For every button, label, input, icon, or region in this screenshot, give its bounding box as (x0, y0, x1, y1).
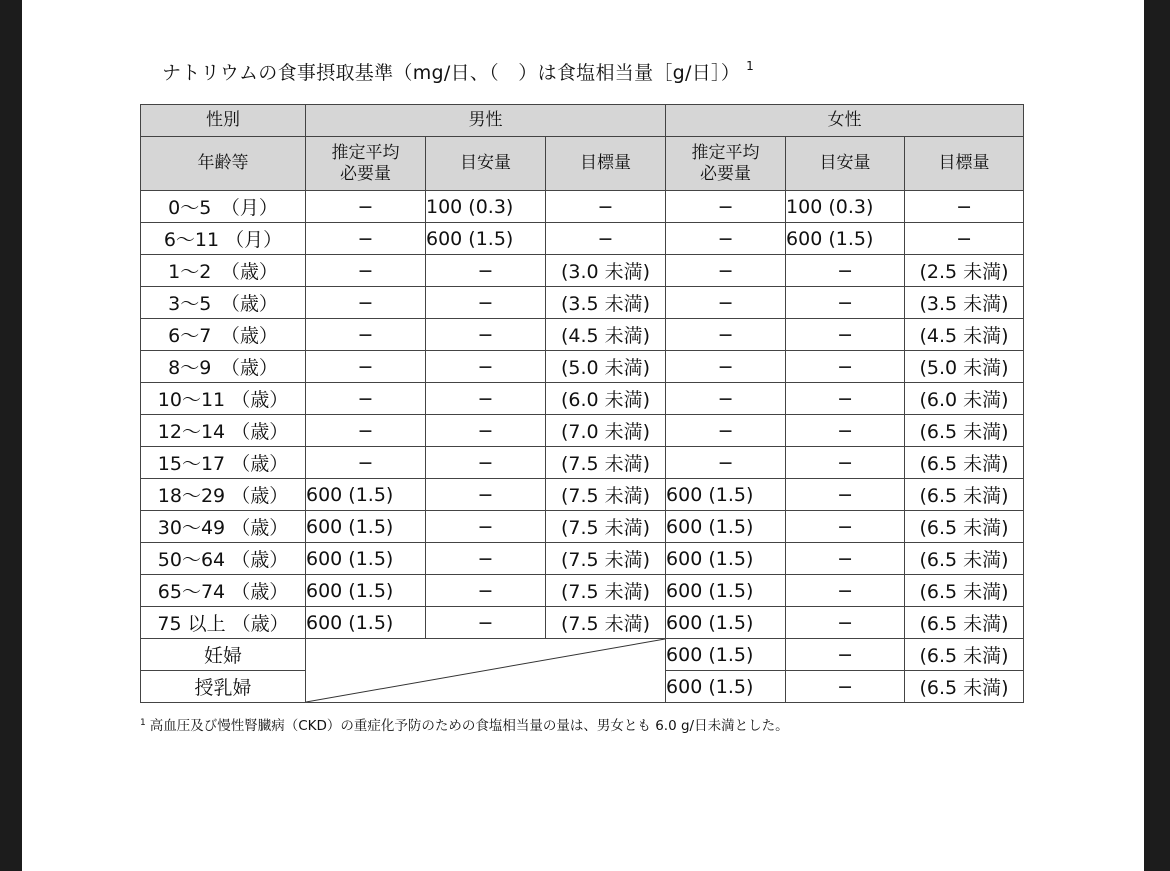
female-ai-cell: − (786, 383, 905, 415)
header-male-ai: 目安量 (426, 137, 546, 191)
table-row (141, 351, 1024, 383)
female-ai-cell: − (786, 447, 905, 479)
male-dg-cell: (3.5 未満) (546, 287, 666, 319)
male-dg-cell: (6.0 未満) (546, 383, 666, 415)
male-ear-cell: − (306, 191, 426, 223)
female-dg-cell: (6.5 未満) (905, 575, 1024, 607)
table-row (141, 383, 1024, 415)
female-ai-cell: 100 (0.3) (786, 191, 905, 223)
footnote-mark: 1 (140, 718, 146, 728)
age-cell: 6〜11 （月） (141, 223, 306, 255)
male-ai-cell: − (426, 575, 546, 607)
male-ear-cell: 600 (1.5) (306, 575, 426, 607)
header-ear-line1: 推定平均 (691, 142, 760, 163)
sodium-intake-table (140, 104, 1024, 703)
female-ear-cell: 600 (1.5) (666, 671, 786, 703)
male-ai-cell: − (426, 447, 546, 479)
header-female-ear (666, 137, 786, 191)
male-dg-cell: (7.5 未満) (546, 575, 666, 607)
male-ai-cell: − (426, 543, 546, 575)
age-cell: 18〜29 （歳） (141, 479, 306, 511)
header-row-metrics (141, 137, 1024, 191)
male-ear-cell: − (306, 447, 426, 479)
male-ear-cell: − (306, 383, 426, 415)
male-dg-cell: (3.0 未満) (546, 255, 666, 287)
female-ear-cell: − (666, 255, 786, 287)
female-dg-cell: (6.5 未満) (905, 543, 1024, 575)
female-ear-cell: 600 (1.5) (666, 607, 786, 639)
male-ear-cell: − (306, 319, 426, 351)
female-dg-cell: − (905, 223, 1024, 255)
male-ear-cell: − (306, 255, 426, 287)
female-ear-cell: − (666, 191, 786, 223)
age-cell: 妊婦 (141, 639, 306, 671)
male-ear-cell: − (306, 351, 426, 383)
female-dg-cell: (6.5 未満) (905, 479, 1024, 511)
female-ear-cell: − (666, 415, 786, 447)
footnote-text: 高血圧及び慢性腎臓病（CKD）の重症化予防のための食塩相当量の量は、男女とも 6.0 g/日未満とした。 (149, 718, 789, 734)
male-ai-cell: − (426, 479, 546, 511)
female-dg-cell: − (905, 191, 1024, 223)
female-ear-cell: − (666, 351, 786, 383)
age-cell: 1〜2 （歳） (141, 255, 306, 287)
age-cell: 30〜49 （歳） (141, 511, 306, 543)
male-ear-cell: − (306, 415, 426, 447)
age-cell: 15〜17 （歳） (141, 447, 306, 479)
male-ear-cell: 600 (1.5) (306, 479, 426, 511)
female-ear-cell: − (666, 383, 786, 415)
table-row-pregnant (141, 639, 1024, 671)
header-male-ear (306, 137, 426, 191)
female-ai-cell: − (786, 543, 905, 575)
male-dg-cell: (7.5 未満) (546, 447, 666, 479)
male-ear-cell: 600 (1.5) (306, 511, 426, 543)
female-ai-cell: − (786, 575, 905, 607)
male-dg-cell: (7.5 未満) (546, 543, 666, 575)
male-ear-cell: − (306, 287, 426, 319)
table-row (141, 319, 1024, 351)
table-row (141, 255, 1024, 287)
age-cell: 50〜64 （歳） (141, 543, 306, 575)
table-row (141, 575, 1024, 607)
table-row (141, 607, 1024, 639)
table-row (141, 287, 1024, 319)
female-ear-cell: 600 (1.5) (666, 639, 786, 671)
female-ear-cell: 600 (1.5) (666, 543, 786, 575)
age-cell: 0〜5 （月） (141, 191, 306, 223)
header-sex: 性別 (141, 105, 306, 137)
female-dg-cell: (5.0 未満) (905, 351, 1024, 383)
male-dg-cell: (7.0 未満) (546, 415, 666, 447)
male-dg-cell: (7.5 未満) (546, 607, 666, 639)
female-dg-cell: (3.5 未満) (905, 287, 1024, 319)
female-dg-cell: (6.5 未満) (905, 447, 1024, 479)
female-ai-cell: 600 (1.5) (786, 223, 905, 255)
male-ai-cell: − (426, 319, 546, 351)
table-row (141, 223, 1024, 255)
header-age: 年齢等 (141, 137, 306, 191)
female-dg-cell: (4.5 未満) (905, 319, 1024, 351)
table-row (141, 511, 1024, 543)
male-ai-cell: − (426, 351, 546, 383)
female-ai-cell: − (786, 255, 905, 287)
female-ear-cell: 600 (1.5) (666, 575, 786, 607)
female-dg-cell: (2.5 未満) (905, 255, 1024, 287)
female-dg-cell: (6.0 未満) (905, 383, 1024, 415)
male-dg-cell: − (546, 191, 666, 223)
female-dg-cell: (6.5 未満) (905, 607, 1024, 639)
female-ai-cell: − (786, 351, 905, 383)
male-ai-cell: 100 (0.3) (426, 191, 546, 223)
age-cell: 8〜9 （歳） (141, 351, 306, 383)
male-dg-cell: − (546, 223, 666, 255)
header-ear-line1: 推定平均 (331, 142, 400, 163)
table-row (141, 447, 1024, 479)
table-row (141, 479, 1024, 511)
age-cell: 授乳婦 (141, 671, 306, 703)
female-ai-cell: − (786, 511, 905, 543)
age-cell: 65〜74 （歳） (141, 575, 306, 607)
male-dg-cell: (4.5 未満) (546, 319, 666, 351)
female-ai-cell: − (786, 671, 905, 703)
age-cell: 12〜14 （歳） (141, 415, 306, 447)
male-ai-cell: − (426, 287, 546, 319)
female-dg-cell: (6.5 未満) (905, 639, 1024, 671)
female-dg-cell: (6.5 未満) (905, 671, 1024, 703)
age-cell: 3〜5 （歳） (141, 287, 306, 319)
table-row (141, 191, 1024, 223)
female-ai-cell: − (786, 607, 905, 639)
female-ear-cell: 600 (1.5) (666, 511, 786, 543)
header-female-dg: 目標量 (905, 137, 1024, 191)
female-ear-cell: 600 (1.5) (666, 479, 786, 511)
header-ear-line2: 必要量 (700, 163, 752, 184)
table-title (162, 58, 754, 85)
male-not-applicable-cell (306, 639, 666, 703)
male-ai-cell: − (426, 255, 546, 287)
male-ear-cell: 600 (1.5) (306, 543, 426, 575)
male-ear-cell: − (306, 223, 426, 255)
female-ai-cell: − (786, 319, 905, 351)
male-ai-cell: − (426, 607, 546, 639)
footnote (140, 714, 789, 734)
female-ear-cell: − (666, 447, 786, 479)
female-ai-cell: − (786, 415, 905, 447)
header-row-sex (141, 105, 1024, 137)
female-ai-cell: − (786, 287, 905, 319)
table-row (141, 415, 1024, 447)
header-female: 女性 (666, 105, 1024, 137)
male-dg-cell: (7.5 未満) (546, 479, 666, 511)
female-dg-cell: (6.5 未満) (905, 511, 1024, 543)
age-cell: 10〜11 （歳） (141, 383, 306, 415)
male-dg-cell: (5.0 未満) (546, 351, 666, 383)
header-ear-line2: 必要量 (340, 163, 391, 184)
table-title-text: ナトリウムの食事摂取基準（mg/日、（ ）は食塩相当量［g/日］） (162, 62, 741, 84)
header-male-dg: 目標量 (546, 137, 666, 191)
age-cell: 6〜7 （歳） (141, 319, 306, 351)
female-ear-cell: − (666, 319, 786, 351)
female-ai-cell: − (786, 479, 905, 511)
male-dg-cell: (7.5 未満) (546, 511, 666, 543)
table-row (141, 543, 1024, 575)
male-ai-cell: − (426, 415, 546, 447)
male-ear-cell: 600 (1.5) (306, 607, 426, 639)
age-cell: 75 以上 （歳） (141, 607, 306, 639)
male-ai-cell: 600 (1.5) (426, 223, 546, 255)
male-ai-cell: − (426, 511, 546, 543)
female-ai-cell: − (786, 639, 905, 671)
male-ai-cell: − (426, 383, 546, 415)
diagonal-slash-line (306, 639, 665, 702)
female-ear-cell: − (666, 223, 786, 255)
header-female-ai: 目安量 (786, 137, 905, 191)
female-ear-cell: − (666, 287, 786, 319)
header-male: 男性 (306, 105, 666, 137)
title-footnote-mark: 1 (746, 59, 755, 73)
female-dg-cell: (6.5 未満) (905, 415, 1024, 447)
